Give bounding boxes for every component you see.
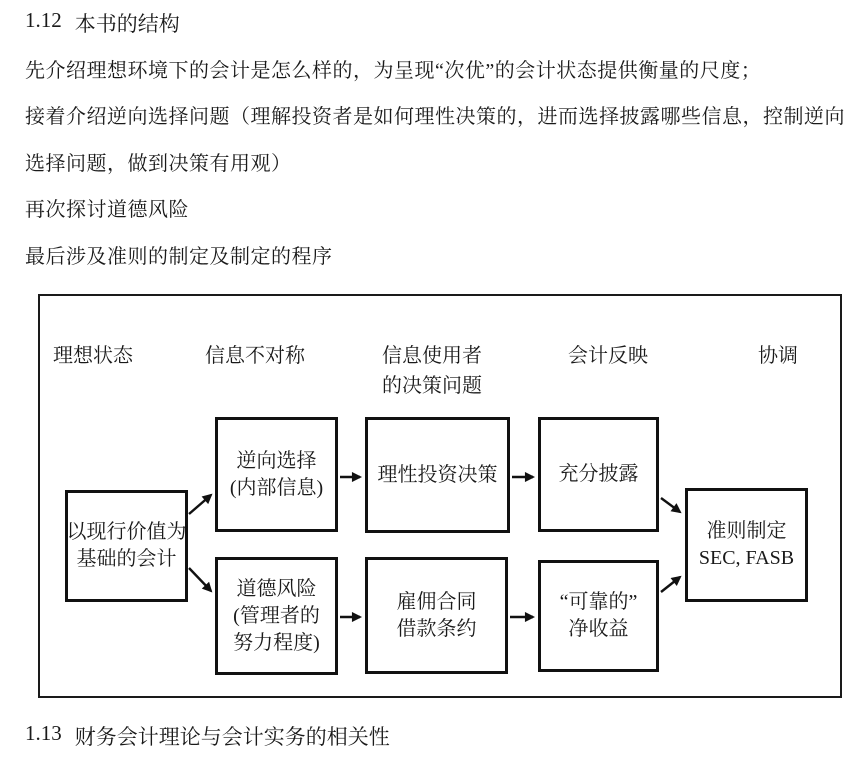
section-number: 1.13 bbox=[25, 721, 62, 745]
box-line: 雇佣合同 bbox=[396, 590, 477, 613]
box-adverse-selection bbox=[215, 417, 338, 532]
box-line: 道德风险 bbox=[236, 577, 317, 600]
paragraph-line: 选择问题，做到决策有用观） bbox=[25, 153, 292, 175]
box-moral-hazard bbox=[215, 557, 338, 675]
section-title: 本书的结构 bbox=[74, 12, 180, 36]
column-header-line: 信息使用者 bbox=[382, 345, 482, 367]
column-header-info-users-decision bbox=[382, 341, 482, 401]
box-full-disclosure bbox=[538, 417, 659, 532]
arrow-ideal-to-moral bbox=[189, 568, 211, 591]
column-header-ideal-state: 理想状态 bbox=[53, 345, 133, 367]
box-line: 逆向选择 bbox=[236, 449, 317, 472]
paragraph-line: 再次探讨道德风险 bbox=[25, 199, 189, 221]
paragraph-line: 先介绍理想环境下的会计是怎么样的，为呈现“次优”的会计状态提供衡量的尺度； bbox=[25, 60, 762, 82]
box-rational-investment-decision bbox=[365, 417, 510, 533]
arrow-ideal-to-adverse bbox=[189, 495, 211, 514]
section-number: 1.12 bbox=[25, 8, 62, 32]
box-line: SEC, FASB bbox=[698, 547, 795, 569]
arrow-disclosure-to-standards bbox=[661, 498, 680, 512]
arrow-reliable-to-standards bbox=[661, 577, 680, 592]
box-line: 准则制定 bbox=[706, 520, 787, 542]
box-reliable-net-income bbox=[538, 560, 659, 672]
box-line: (管理者的 bbox=[233, 604, 320, 627]
box-line: 基础的会计 bbox=[76, 548, 177, 570]
box-line: 以现行价值为 bbox=[66, 521, 187, 543]
box-line: 理性投资决策 bbox=[377, 463, 498, 486]
box-line: 充分披露 bbox=[558, 463, 639, 485]
column-header-coordination: 协调 bbox=[758, 345, 798, 367]
box-standard-setting bbox=[685, 488, 808, 602]
diagram-frame bbox=[38, 294, 842, 698]
column-header-accounting-reflection: 会计反映 bbox=[568, 345, 648, 367]
section-heading-1-13 bbox=[25, 721, 390, 751]
box-employment-contract bbox=[365, 557, 508, 674]
paragraph-line: 最后涉及准则的制定及制定的程序 bbox=[25, 246, 333, 268]
box-line: “可靠的” bbox=[559, 591, 638, 613]
column-header-info-asymmetry: 信息不对称 bbox=[205, 345, 305, 367]
box-line: (内部信息) bbox=[229, 476, 324, 499]
section-heading-1-12 bbox=[25, 8, 180, 38]
paragraph-line: 接着介绍逆向选择问题（理解投资者是如何理性决策的，进而选择披露哪些信息，控制逆向 bbox=[25, 106, 845, 128]
section-title: 财务会计理论与会计实务的相关性 bbox=[74, 725, 390, 749]
box-line: 净收益 bbox=[568, 618, 629, 640]
box-current-value-accounting bbox=[65, 490, 188, 602]
column-header-line: 的决策问题 bbox=[382, 375, 482, 397]
box-line: 努力程度) bbox=[233, 631, 320, 654]
box-line: 借款条约 bbox=[396, 617, 477, 640]
